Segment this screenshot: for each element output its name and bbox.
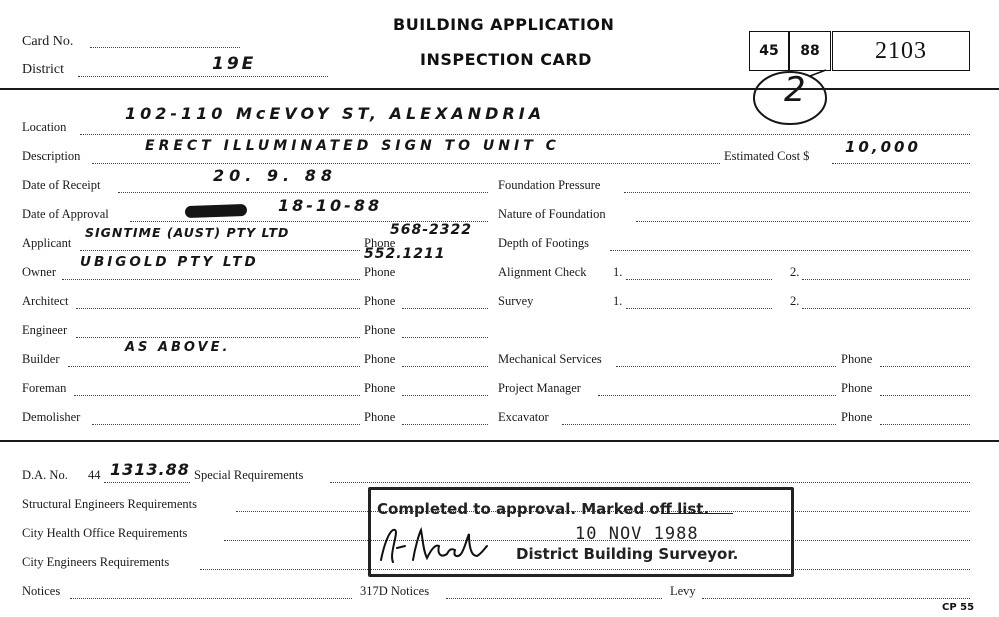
survey-num-2: 2. — [790, 294, 800, 308]
surveyor-signature — [375, 520, 495, 570]
architect-label: Architect — [22, 294, 69, 308]
estimated-cost-label: Estimated Cost $ — [724, 149, 810, 163]
file-box-b-value: 88 — [800, 43, 820, 59]
excavator-phone-label: Phone — [841, 410, 873, 424]
foreman-phone-dotted-line — [402, 395, 488, 396]
redaction-mark — [185, 204, 247, 218]
project-manager-phone-dotted-line — [880, 395, 970, 396]
notices-317d-label: 317D Notices — [360, 584, 430, 598]
architect-dotted-line — [76, 308, 360, 309]
applicant-phone-label: Phone — [364, 236, 396, 250]
description-dotted-line — [92, 163, 720, 164]
nature-of-foundation-dotted-line — [636, 221, 970, 222]
date-of-approval-label: Date of Approval — [22, 207, 109, 221]
alignment-check-num-1: 1. — [613, 265, 623, 279]
header-divider — [0, 88, 999, 90]
stamp-date: 10 NOV 1988 — [575, 524, 699, 544]
architect-phone-dotted-line — [402, 308, 488, 309]
applicant-value: SIGNTIME (AUST) PTY LTD — [85, 225, 290, 240]
engineer-label: Engineer — [22, 323, 68, 337]
builder-phone-dotted-line — [402, 366, 488, 367]
description-label: Description — [22, 149, 81, 163]
title-line-1: BUILDING APPLICATION — [393, 15, 615, 34]
estimated-cost-dotted-line — [832, 163, 970, 164]
mechanical-services-phone-dotted-line — [880, 366, 970, 367]
survey-dotted-line-1 — [626, 308, 772, 309]
city-engineers-label: City Engineers Requirements — [22, 555, 170, 569]
architect-phone-label: Phone — [364, 294, 396, 308]
da-value: 1313.88 — [110, 460, 190, 479]
builder-dotted-line — [68, 366, 360, 367]
demolisher-label: Demolisher — [22, 410, 81, 424]
description-value: ERECT ILLUMINATED SIGN TO UNIT C — [145, 138, 560, 154]
file-number-value: 2103 — [875, 37, 927, 64]
builder-value: AS ABOVE. — [125, 340, 231, 355]
nature-of-foundation-label: Nature of Foundation — [498, 207, 606, 221]
file-box-a — [749, 31, 789, 71]
file-box-a-value: 45 — [759, 43, 779, 59]
card-no-label: Card No. — [22, 34, 74, 49]
da-dotted-line — [104, 482, 190, 483]
da-no-label: D.A. No. — [22, 468, 68, 482]
foreman-phone-label: Phone — [364, 381, 396, 395]
district-label: District — [22, 62, 64, 77]
special-requirements-label: Special Requirements — [194, 468, 304, 482]
date-of-approval-value: 18-10-88 — [278, 196, 383, 215]
engineer-dotted-line — [76, 337, 360, 338]
applicant-label: Applicant — [22, 236, 72, 250]
stamp-role-text: District Building Surveyor. — [516, 545, 739, 563]
notices-dotted-line — [70, 598, 352, 599]
survey-label: Survey — [498, 294, 534, 308]
demolisher-phone-dotted-line — [402, 424, 488, 425]
stamp-strike-line — [661, 513, 733, 514]
project-manager-label: Project Manager — [498, 381, 581, 395]
date-of-receipt-label: Date of Receipt — [22, 178, 101, 192]
foundation-pressure-label: Foundation Pressure — [498, 178, 601, 192]
district-dotted-line — [78, 76, 328, 77]
structural-engineers-label: Structural Engineers Requirements — [22, 497, 197, 511]
stamp-completed-text: Completed to approval. Marked off list. — [377, 500, 710, 518]
form-code: CP 55 — [942, 602, 975, 613]
demolisher-phone-label: Phone — [364, 410, 396, 424]
builder-label: Builder — [22, 352, 60, 366]
notices-label: Notices — [22, 584, 61, 598]
location-dotted-line — [80, 134, 970, 135]
project-manager-dotted-line — [598, 395, 836, 396]
estimated-cost-value: 10,000 — [845, 138, 921, 156]
foreman-dotted-line — [74, 395, 360, 396]
builder-phone-label: Phone — [364, 352, 396, 366]
date-of-receipt-dotted-line — [118, 192, 488, 193]
excavator-label: Excavator — [498, 410, 549, 424]
alignment-check-num-2: 2. — [790, 265, 800, 279]
special-requirements-dotted-line — [330, 482, 970, 483]
engineer-phone-dotted-line — [402, 337, 488, 338]
card-no-dotted-line — [90, 47, 240, 48]
da-prefix: 44 — [88, 468, 101, 482]
approval-stamp — [368, 487, 794, 577]
owner-label: Owner — [22, 265, 57, 279]
foreman-label: Foreman — [22, 381, 67, 395]
mechanical-services-label: Mechanical Services — [498, 352, 602, 366]
owner-dotted-line — [62, 279, 360, 280]
survey-dotted-line-2 — [802, 308, 970, 309]
file-number-box — [832, 31, 970, 71]
location-label: Location — [22, 120, 67, 134]
levy-dotted-line — [702, 598, 970, 599]
excavator-dotted-line — [562, 424, 836, 425]
levy-label: Levy — [670, 584, 696, 598]
owner-value: UBIGOLD PTY LTD — [80, 254, 259, 270]
owner-phone-value: 552.1211 — [364, 246, 446, 262]
demolisher-dotted-line — [92, 424, 360, 425]
alignment-check-label: Alignment Check — [498, 265, 587, 279]
mechanical-services-dotted-line — [616, 366, 836, 367]
applicant-dotted-line — [80, 250, 360, 251]
title-line-2: INSPECTION CARD — [420, 50, 592, 69]
alignment-check-dotted-line-1 — [626, 279, 772, 280]
depth-of-footings-label: Depth of Footings — [498, 236, 589, 250]
depth-of-footings-dotted-line — [610, 250, 970, 251]
file-box-b — [789, 31, 831, 71]
foundation-pressure-dotted-line — [624, 192, 970, 193]
excavator-phone-dotted-line — [880, 424, 970, 425]
city-health-label: City Health Office Requirements — [22, 526, 188, 540]
location-value: 102-110 McEVOY ST, ALEXANDRIA — [125, 104, 546, 123]
applicant-phone-value: 568-2322 — [390, 222, 472, 238]
district-value: 19E — [212, 54, 257, 74]
alignment-check-dotted-line-2 — [802, 279, 970, 280]
date-of-receipt-value: 20. 9. 88 — [213, 166, 337, 185]
engineer-phone-label: Phone — [364, 323, 396, 337]
mechanical-services-phone-label: Phone — [841, 352, 873, 366]
circled-number: 2 — [784, 70, 809, 110]
notices-317d-dotted-line — [446, 598, 662, 599]
requirements-divider — [0, 440, 999, 442]
owner-phone-label: Phone — [364, 265, 396, 279]
survey-num-1: 1. — [613, 294, 623, 308]
project-manager-phone-label: Phone — [841, 381, 873, 395]
